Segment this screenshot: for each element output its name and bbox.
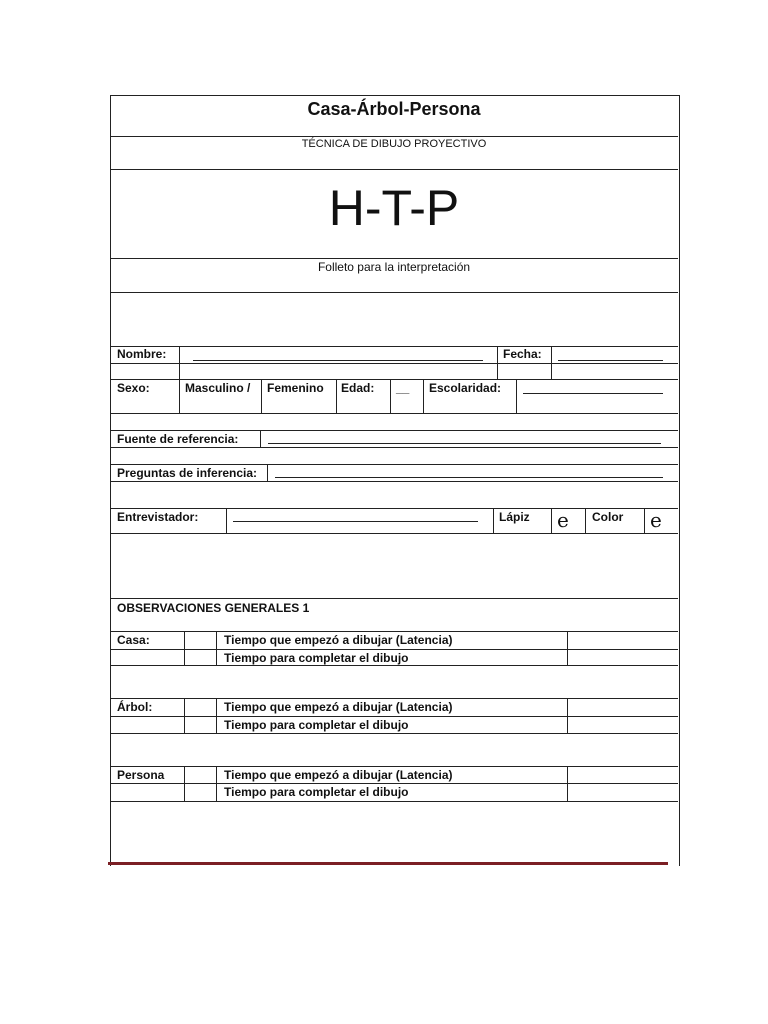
divider	[110, 481, 678, 482]
interviewer-label: Entrevistador:	[117, 510, 199, 524]
divider	[110, 649, 678, 650]
cell-border	[551, 508, 552, 533]
tree-latency-label: Tiempo que empezó a dibujar (Latencia)	[224, 700, 453, 714]
booklet-label: Folleto para la interpretación	[317, 260, 471, 274]
divider	[110, 698, 678, 699]
cell-border	[493, 508, 494, 533]
cell-border	[184, 631, 185, 665]
cell-border	[216, 631, 217, 665]
age-input[interactable]: __	[396, 381, 410, 395]
house-complete-label: Tiempo para completar el dibujo	[224, 651, 409, 665]
form-title: Casa-Árbol-Persona	[307, 99, 481, 119]
divider	[110, 598, 678, 599]
color-label: Color	[592, 510, 624, 524]
house-latency-label: Tiempo que empezó a dibujar (Latencia)	[224, 633, 453, 647]
cell-border	[216, 698, 217, 733]
divider	[110, 346, 678, 347]
person-latency-label: Tiempo que empezó a dibujar (Latencia)	[224, 768, 453, 782]
cell-border	[585, 508, 586, 533]
divider	[110, 665, 678, 666]
divider	[110, 430, 678, 431]
cell-border	[260, 430, 261, 447]
cell-border	[267, 464, 268, 481]
cell-border	[336, 379, 337, 413]
divider	[110, 169, 678, 170]
schooling-label: Escolaridad:	[429, 381, 502, 395]
divider	[110, 363, 678, 364]
house-label: Casa:	[117, 633, 150, 647]
schooling-input-line[interactable]	[523, 393, 663, 394]
pencil-label: Lápiz	[499, 510, 530, 524]
divider	[110, 379, 678, 380]
divider	[110, 631, 678, 632]
cell-border	[179, 346, 180, 379]
source-label: Fuente de referencia:	[117, 432, 239, 446]
divider	[110, 533, 678, 534]
cell-border	[644, 508, 645, 533]
inference-label: Preguntas de inferencia:	[117, 466, 258, 480]
divider	[110, 258, 678, 259]
source-input-line[interactable]	[268, 443, 661, 444]
name-label: Nombre:	[117, 347, 167, 361]
sex-label: Sexo:	[117, 381, 150, 395]
name-input-line[interactable]	[193, 360, 483, 361]
cell-border	[516, 379, 517, 413]
divider	[110, 292, 678, 293]
cell-border	[497, 346, 498, 379]
divider	[110, 413, 678, 414]
tree-label: Árbol:	[117, 700, 153, 714]
bottom-accent-rule	[108, 862, 668, 865]
cell-border	[216, 766, 217, 801]
color-checkbox-icon[interactable]: e	[650, 508, 662, 532]
cell-border	[567, 631, 568, 665]
divider	[110, 464, 678, 465]
cell-border	[390, 379, 391, 413]
cell-border	[551, 346, 552, 379]
divider	[110, 733, 678, 734]
cell-border	[184, 698, 185, 733]
divider	[110, 766, 678, 767]
cell-border	[261, 379, 262, 413]
divider	[110, 783, 678, 784]
interviewer-input-line[interactable]	[233, 521, 478, 522]
cell-border	[226, 508, 227, 533]
divider	[110, 801, 678, 802]
cell-border	[179, 379, 180, 413]
date-input-line[interactable]	[558, 360, 663, 361]
age-label: Edad:	[341, 381, 375, 395]
inference-input-line[interactable]	[275, 477, 663, 478]
form-subtitle: TÉCNICA DE DIBUJO PROYECTIVO	[301, 138, 487, 150]
divider	[110, 447, 678, 448]
divider	[110, 716, 678, 717]
pencil-checkbox-icon[interactable]: e	[557, 508, 569, 532]
person-complete-label: Tiempo para completar el dibujo	[224, 785, 409, 799]
female-option[interactable]: Femenino	[267, 381, 324, 395]
cell-border	[567, 698, 568, 733]
cell-border	[423, 379, 424, 413]
htp-logo-text: H-T-P	[328, 180, 460, 236]
cell-border	[567, 766, 568, 801]
divider	[110, 508, 678, 509]
observations-title: OBSERVACIONES GENERALES 1	[117, 601, 310, 615]
person-label: Persona	[117, 768, 165, 782]
male-option[interactable]: Masculino /	[185, 381, 251, 395]
date-label: Fecha:	[503, 347, 542, 361]
tree-complete-label: Tiempo para completar el dibujo	[224, 718, 409, 732]
cell-border	[184, 766, 185, 801]
